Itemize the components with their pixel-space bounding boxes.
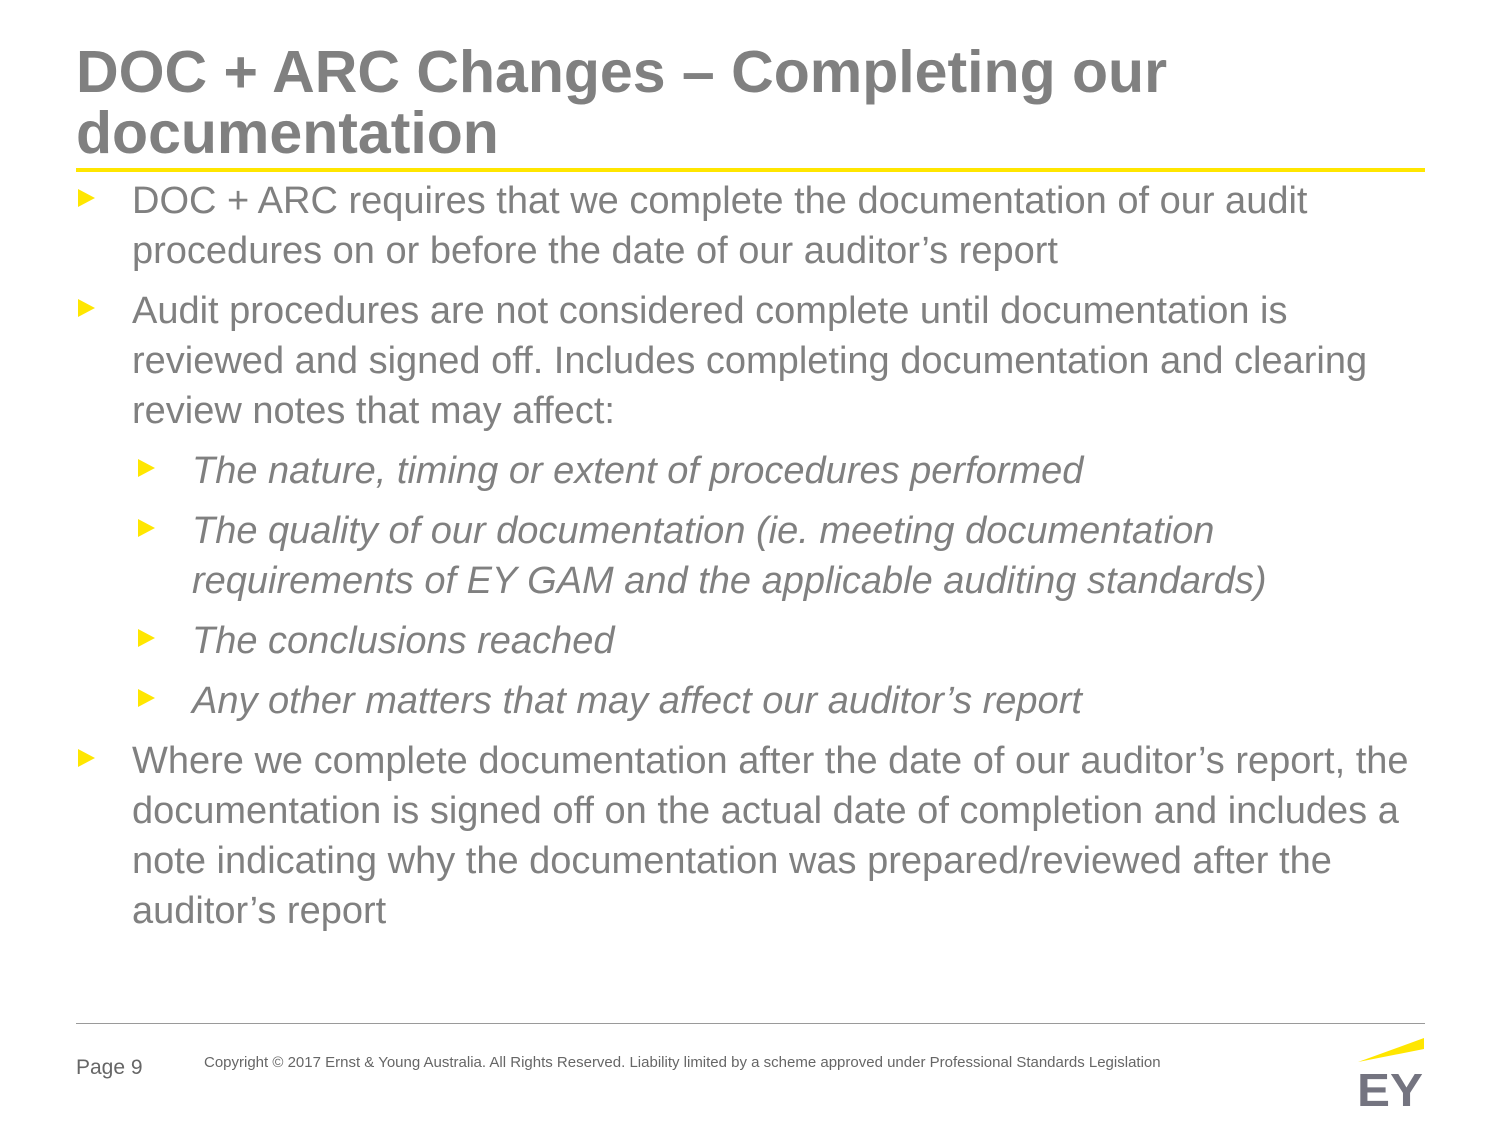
bullet-arrow-icon [78,299,95,317]
title-underline [76,168,1425,172]
sub-bullet-text: The nature, timing or extent of procedures performed [192,450,1084,492]
slide-content [76,176,1426,946]
bullet-item [76,286,1426,436]
bullet-item [76,176,1426,276]
copyright-notice: Copyright © 2017 Ernst & Young Australia. All Rights Reserved. Liability limited by a scheme approved under Professional Standards Legislation [204,1054,1161,1071]
bullet-arrow-icon [138,459,155,477]
ey-logo [1356,1036,1426,1108]
bullet-arrow-icon [138,519,155,537]
sub-bullet-item [76,616,1426,666]
bullet-arrow-icon [78,749,95,767]
footer-divider [76,1023,1425,1024]
page-number: Page 9 [76,1056,143,1079]
bullet-text: DOC + ARC requires that we complete the documentation of our audit procedures on or before the date of our auditor’s report [132,180,1308,272]
sub-bullet-item [76,446,1426,496]
slide-title: DOC + ARC Changes – Completing our documentation [76,39,1168,166]
ey-logo-beam [1358,1038,1424,1062]
bullet-text: Where we complete documentation after the date of our auditor’s report, the documentation is signed off on the actual date of completion and includes a note indicating why the documentation was prepared/reviewed after the auditor’s report [132,740,1409,932]
bullet-arrow-icon [138,689,155,707]
sub-bullet-item [76,676,1426,726]
bullet-arrow-icon [78,189,95,207]
sub-bullet-item [76,506,1426,606]
bullet-arrow-icon [138,629,155,647]
ey-logo-text: EY [1357,1064,1423,1108]
bullet-item [76,736,1426,936]
bullet-text: Audit procedures are not considered complete until documentation is reviewed and signed off. Includes completing documentation and clearing review notes that may affect: [132,290,1368,432]
sub-bullet-text: The quality of our documentation (ie. meeting documentation requirements of EY GAM and the applicable auditing standards) [192,510,1267,602]
sub-bullet-text: Any other matters that may affect our auditor’s report [192,680,1082,722]
sub-bullet-text: The conclusions reached [192,620,615,662]
